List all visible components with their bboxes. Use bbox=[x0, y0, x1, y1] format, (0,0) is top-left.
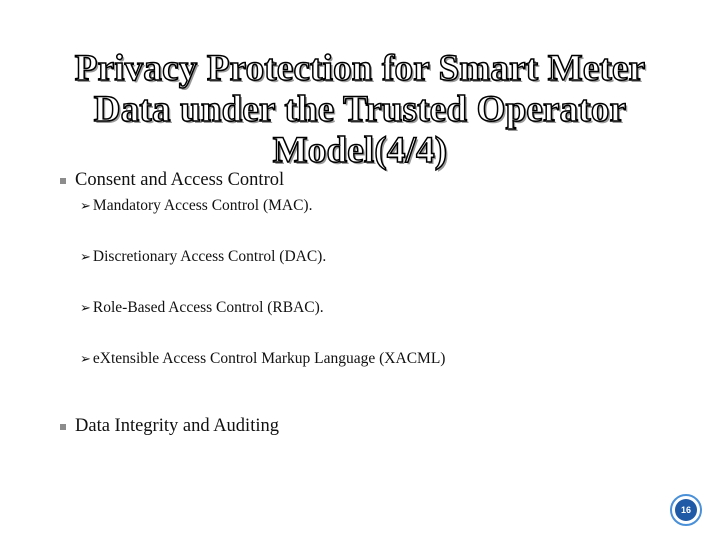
page-number-badge bbox=[670, 494, 702, 526]
sub-bullet-text: eXtensible Access Control Markup Language (XACML) bbox=[92, 350, 446, 367]
bullet-item-consent bbox=[60, 170, 284, 191]
sub-bullet-text: Mandatory Access Control (MAC). bbox=[92, 197, 313, 214]
sub-bullet-item-mac bbox=[80, 197, 312, 215]
sub-bullet-text: Discretionary Access Control (DAC). bbox=[92, 248, 327, 265]
sub-bullet-text: Role-Based Access Control (RBAC). bbox=[92, 299, 324, 316]
slide-title bbox=[60, 48, 660, 171]
bullet-text: Consent and Access Control bbox=[75, 170, 285, 190]
arrowhead-bullet-icon: ➢ bbox=[80, 351, 91, 367]
arrowhead-bullet-icon: ➢ bbox=[80, 198, 91, 214]
slide-title-line-3: Model(4/4) bbox=[272, 130, 448, 171]
arrowhead-bullet-icon: ➢ bbox=[80, 249, 91, 265]
slide-title-line-1: Privacy Protection for Smart Meter bbox=[74, 48, 646, 89]
square-bullet-icon bbox=[60, 424, 66, 430]
sub-bullet-item-xacml bbox=[80, 350, 445, 368]
sub-bullet-item-dac bbox=[80, 248, 326, 266]
page-number: 16 bbox=[675, 499, 697, 521]
bullet-item-data-integrity bbox=[60, 416, 279, 437]
arrowhead-bullet-icon: ➢ bbox=[80, 300, 91, 316]
slide-title-line-2: Data under the Trusted Operator bbox=[93, 89, 627, 130]
bullet-text: Data Integrity and Auditing bbox=[75, 416, 279, 436]
square-bullet-icon bbox=[60, 178, 66, 184]
sub-bullet-item-rbac bbox=[80, 299, 324, 317]
